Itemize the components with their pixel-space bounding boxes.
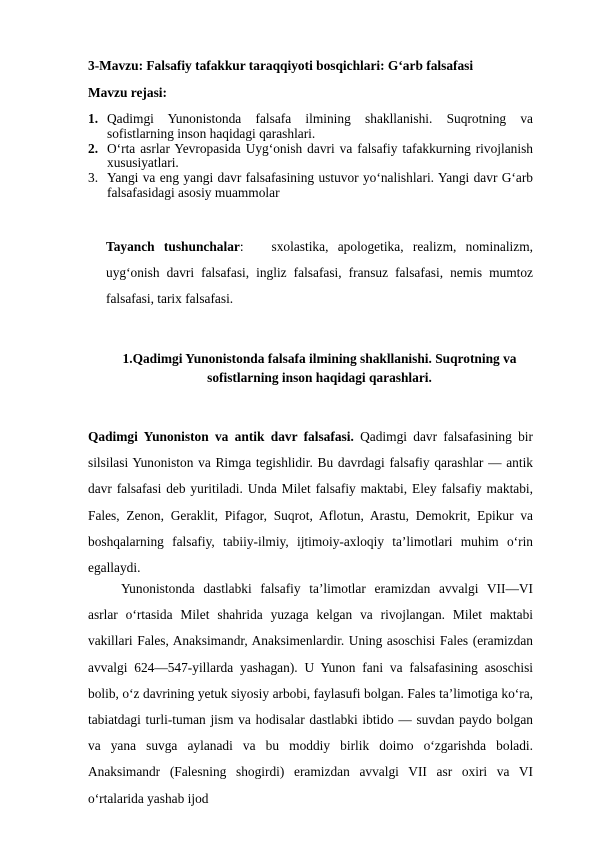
paragraph-1-lead: Qadimgi Yunoniston va antik davr falsafasi. [88, 429, 354, 444]
plan-item [88, 112, 533, 142]
plan-item [88, 142, 533, 172]
plan-item-number: 1. [88, 111, 99, 126]
plan-item [88, 171, 533, 201]
plan-item-number: 3. [88, 170, 99, 186]
key-terms-label: Tayanch tushunchalar [106, 239, 240, 254]
plan-heading: Mavzu rejasi: [88, 85, 167, 100]
plan-item-text: Qadimgi Yunonistonda falsafa ilmining shakllanishi. Suqrotning va sofistlarning inson haqidagi qarashlari. [107, 111, 533, 141]
section-heading: 1.Qadimgi Yunonistonda falsafa ilmining shakllanishi. Suqrotning va sofistlarning inson haqidagi qarashlari. [122, 351, 517, 385]
plan-item-text: Yangi va eng yangi davr falsafasining ustuvor yo‘nalishlari. Yangi davr G‘arb falsafasidagi asosiy muammolar [107, 170, 533, 200]
paragraph-1 [88, 424, 533, 581]
key-terms [106, 234, 533, 312]
key-terms-colon: : [239, 239, 244, 254]
paragraph-1-text: Qadimgi davr falsafasining bir silsilasi Yunoniston va Rimga tegishlidir. Bu davrdagi falsafiy qarashlar — antik davr falsafasi deb yuritiladi. Unda Milet falsafiy maktabi, Eley falsafiy maktabi, Fales, Zenon, Geraklit, Pifagor, Suqrot, Aflotun, Arastu, Demokrit, Epikur va boshqalarning falsafiy, tabiiy-ilmiy, ijtimoiy-axloqiy ta’limotlari muhim o‘rin egallaydi. [88, 429, 533, 576]
key-terms-text: sxolastika, apologetika, realizm, nominalizm, uyg‘onish davri falsafasi, ingliz falsafasi, fransuz falsafasi, nemis mumtoz falsafasi, tarix falsafasi. [106, 239, 533, 306]
plan-item-text: O‘rta asrlar Yevropasida Uyg‘onish davri va falsafiy tafakkurning rivojlanish xususiyatlari. [107, 140, 533, 171]
plan-list [88, 112, 533, 201]
plan-item-number: 2. [88, 140, 99, 156]
paragraph-2: Yunonistonda dastlabki falsafiy ta’limotlar eramizdan avvalgi VII—VI asrlar o‘rtasida Milet shahrida yuzaga kelgan va rivojlangan. Milet maktabi vakillari Fales, Anaksimandr, Anaksimenlardir. Uning asoschisi Fales (eramizdan avvalgi 624—547-yillarda yashagan). U Yunon fani va falsafasining asoschisi bolib, o‘z davrining yetuk siyosiy arbobi, faylasufi bolgan. Fales ta’limotiga ko‘ra, tabiatdagi turli-tuman jism va hodisalar dastlabki ibtido — suvdan paydo bolgan va yana suvga aylanadi va bu moddiy birlik doimo o‘zgarishda boladi. Anaksimandr (Falesning shogirdi) eramizdan avvalgi VII asr oxiri va VI o‘rtalarida yashab ijod [88, 581, 533, 806]
topic-title: 3-Mavzu: Falsafiy tafakkur taraqqiyoti bosqichlari: G‘arb falsafasi [88, 58, 474, 73]
